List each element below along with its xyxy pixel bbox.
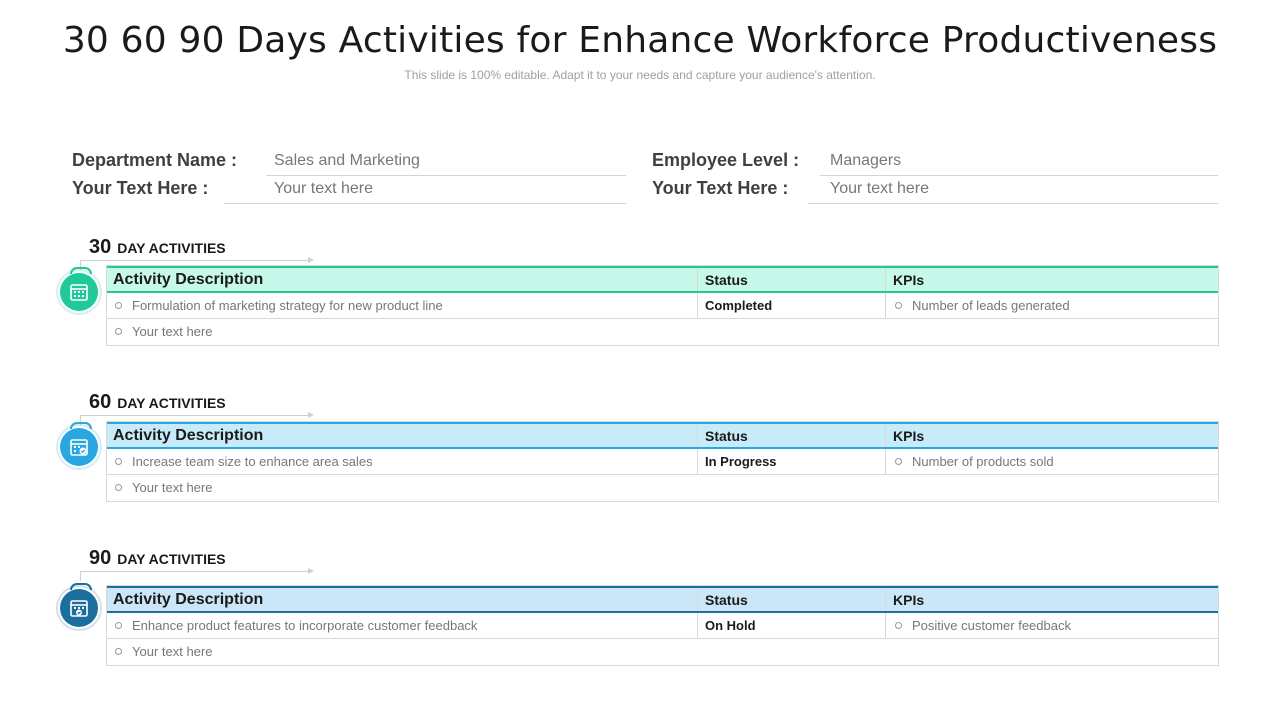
table-header [107, 422, 1218, 449]
left-text-field[interactable]: Your text here [224, 178, 626, 204]
bullet-icon [895, 458, 902, 465]
section-heading [89, 236, 226, 259]
status-text: In Progress [705, 454, 777, 469]
table-row [107, 613, 1218, 639]
column-activity: Activity Description [113, 271, 264, 288]
table-header [107, 586, 1218, 613]
section-number: 60 [89, 391, 112, 413]
right-text-row [652, 178, 1220, 204]
kpi-text: Number of leads generated [912, 298, 1070, 313]
section-number: 30 [89, 236, 112, 258]
left-text-row [72, 178, 628, 204]
bullet-icon [115, 648, 122, 655]
section-title: DAY ACTIVITIES [117, 551, 226, 567]
left-text-label: Your Text Here : [72, 178, 209, 198]
column-kpis: KPIs [893, 428, 925, 444]
table-row [107, 449, 1218, 475]
placeholder-text: Your text here [132, 644, 213, 659]
table-row [107, 475, 1218, 501]
section-90-days [0, 547, 1280, 667]
right-text-field[interactable]: Your text here [808, 178, 1218, 204]
activity-table [106, 421, 1219, 502]
bullet-icon [115, 458, 122, 465]
page-title: 30 60 90 Days Activities for Enhance Workforce Productiveness [62, 20, 1218, 61]
employee-field[interactable]: Managers [820, 150, 1218, 176]
status-text: Completed [705, 298, 773, 313]
activity-text: Increase team size to enhance area sales [132, 454, 373, 469]
activity-table [106, 265, 1219, 346]
kpi-text: Positive customer feedback [912, 618, 1071, 633]
section-heading [89, 391, 226, 414]
table-header [107, 266, 1218, 293]
activity-text: Enhance product features to incorporate customer feedback [132, 618, 478, 633]
column-status: Status [705, 428, 748, 444]
column-status: Status [705, 592, 748, 608]
kpi-text: Number of products sold [912, 454, 1054, 469]
employee-row [652, 150, 1220, 176]
column-status: Status [705, 272, 748, 288]
status-text: On Hold [705, 618, 756, 633]
column-activity: Activity Description [113, 591, 264, 608]
section-title: DAY ACTIVITIES [117, 395, 226, 411]
department-field[interactable]: Sales and Marketing [266, 150, 626, 176]
bullet-icon [115, 622, 122, 629]
placeholder-text: Your text here [132, 324, 213, 339]
section-60-days [0, 391, 1280, 503]
placeholder-text: Your text here [132, 480, 213, 495]
bullet-icon [115, 302, 122, 309]
column-activity: Activity Description [113, 427, 264, 444]
table-row [107, 293, 1218, 319]
section-heading [89, 547, 226, 570]
bullet-icon [895, 622, 902, 629]
table-row [107, 319, 1218, 345]
bullet-icon [895, 302, 902, 309]
calendar-check-icon [60, 589, 98, 627]
activity-table [106, 585, 1219, 666]
page-subtitle: This slide is 100% editable. Adapt it to your needs and capture your audience's attention. [404, 68, 876, 82]
department-label: Department Name : [72, 150, 238, 170]
bullet-icon [115, 328, 122, 335]
right-text-label: Your Text Here : [652, 178, 789, 198]
section-title: DAY ACTIVITIES [117, 240, 226, 256]
column-kpis: KPIs [893, 592, 925, 608]
employee-label: Employee Level : [652, 150, 800, 170]
calendar-grid-icon [60, 273, 98, 311]
section-30-days [0, 236, 1280, 348]
table-row [107, 639, 1218, 665]
bullet-icon [115, 484, 122, 491]
calendar-check-icon [60, 428, 98, 466]
activity-text: Formulation of marketing strategy for new product line [132, 298, 443, 313]
department-row [72, 150, 628, 176]
connector-arrow [80, 571, 312, 581]
column-kpis: KPIs [893, 272, 925, 288]
section-number: 90 [89, 547, 112, 569]
